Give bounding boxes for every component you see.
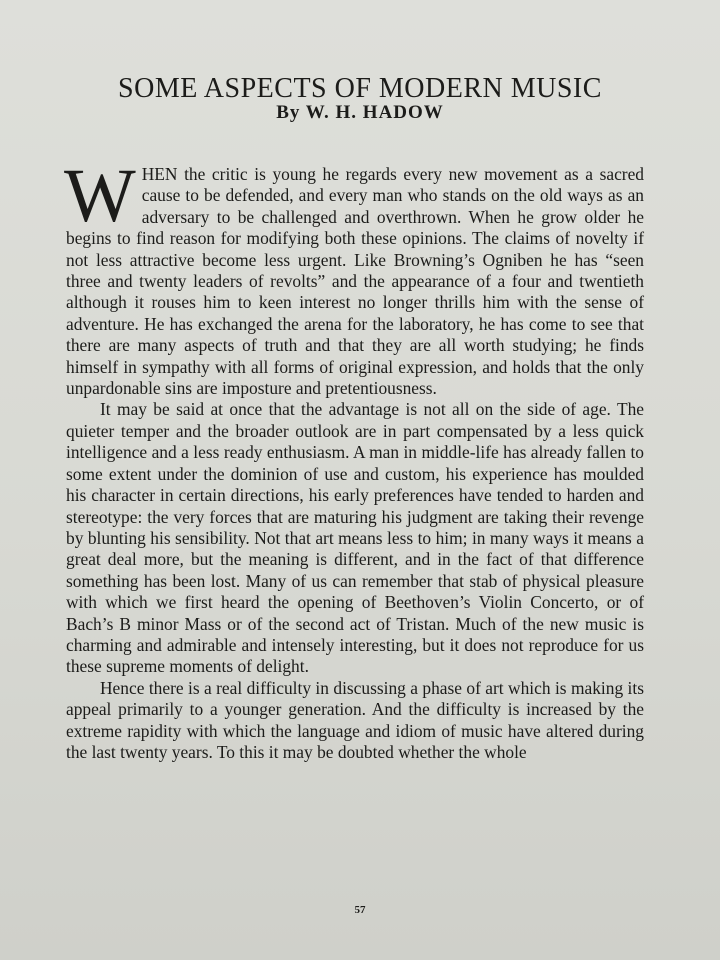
author-byline: By W. H. HADOW xyxy=(276,102,444,123)
paragraph-3: Hence there is a real difficulty in discussing a phase of art which is making its appeal primarily to a younger generation. And the difficulty is increased by the extreme rapidity with which the language and idiom of music have altered during the last twenty years. To this it may be doubted whether the whole xyxy=(66,677,644,762)
drop-cap: W xyxy=(64,154,136,238)
article-title: SOME ASPECTS OF MODERN MUSIC xyxy=(118,72,602,104)
paragraph-1 xyxy=(64,154,644,399)
article-body xyxy=(64,154,644,763)
paragraph-1-text: HEN the critic is young he regards every new movement as a sacred cause to be defended, and every man who stands on the old ways as an adversary to be challenged and overthrown. When he grow older he begins to find reason for modifying both these opinions. The claims of novelty if not less attractive become less urgent. Like Browning’s Ogniben he has “seen three and twenty leaders of revolts” and the appearance of a four and twentieth although it rouses him to keen interest no longer thrills him with the sense of adventure. He has exchanged the arena for the laboratory, he has come to see that there are many aspects of truth and that they are all worth studying; he finds himself in sympathy with all forms of original expression, and holds that the only unpardonable sins are imposture and pretentiousness. xyxy=(66,164,644,399)
page-number: 57 xyxy=(354,904,366,916)
paragraph-2: It may be said at once that the advantage is not all on the side of age. The quieter temper and the broader outlook are in part compensated by a less quick intelligence and a less ready enthusiasm. A man in middle-life has already fallen to some extent under the dominion of use and custom, his experience has moulded his character in certain directions, his early preferences have tended to harden and stereotype: the very forces that are maturing his judgment are taking their revenge by blunting his sensibility. Not that art means less to him; in many ways it means a great deal more, but the meaning is different, and in the fact of that difference something has been lost. Many of us can remember that stab of physical pleasure with which we first heard the opening of Beethoven’s Violin Concerto, or of Bach’s B minor Mass or of the second act of Tristan. Much of the new music is charming and admirable and intensely interesting, but it does not reproduce for us these supreme moments of delight. xyxy=(66,399,644,677)
